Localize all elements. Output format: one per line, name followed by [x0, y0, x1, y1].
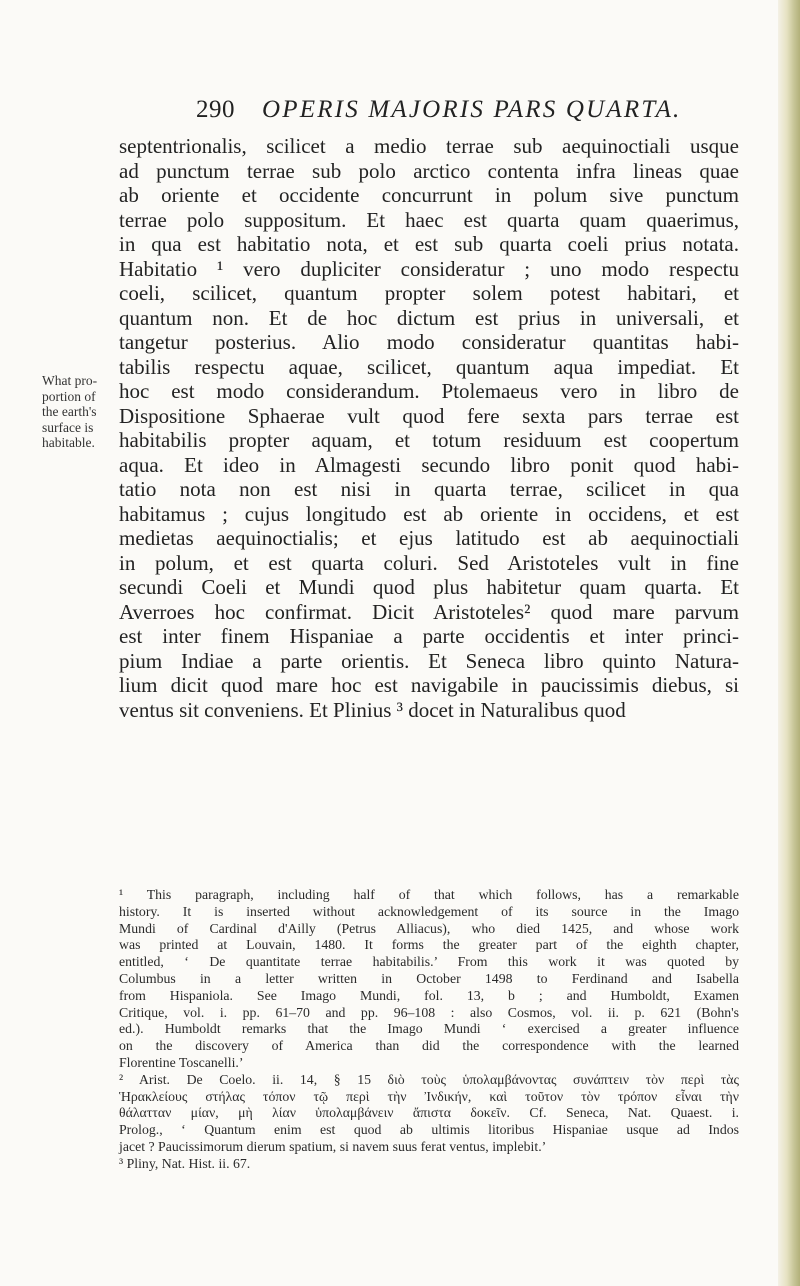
- text-line: pium Indiae a parte orientis. Et Seneca libro quinto Natura-: [119, 648, 739, 673]
- footnote-line: Critique, vol. i. pp. 61–70 and pp. 96–108 : also Cosmos, vol. ii. p. 621 (Bohn's: [119, 1004, 739, 1020]
- text-line: Averroes hoc confirmat. Dicit Aristoteles² quod mare parvum: [119, 599, 739, 624]
- text-line: est inter finem Hispaniae a parte occidentis et inter princi-: [119, 624, 739, 648]
- marginal-note-line: the earth's: [42, 404, 97, 419]
- text-line: tatio nota non est nisi in quarta terrae, scilicet in qua: [119, 477, 739, 501]
- text-line: hoc est modo considerandum. Ptolemaeus vero in libro de: [119, 379, 739, 403]
- marginal-note-line: portion of: [42, 388, 96, 404]
- page-edge: [778, 0, 800, 1286]
- text-line: terrae polo suppositum. Et haec est quarta quam quaerimus,: [119, 207, 739, 232]
- footnote-line: Prolog., ‘ Quantum enim est quod ab ultimis litoribus Hispaniae usque ad Indos: [119, 1122, 739, 1138]
- footnote-line: ¹ This paragraph, including half of that which follows, has a remarkable: [119, 887, 739, 902]
- footnote-line: ² Arist. De Coelo. ii. 14, § 15 διὸ τοὺς ὑπολαμβάνοντας συνάπτειν τὸν περὶ τὰς: [119, 1071, 739, 1087]
- text-line: ad punctum terrae sub polo arctico contenta infra lineas quae: [119, 158, 739, 183]
- footnote-line: ³ Pliny, Nat. Hist. ii. 67.: [119, 1155, 251, 1171]
- footnotes: [119, 887, 739, 1173]
- text-line: in polum, et est quarta coluri. Sed Aristoteles vult in fine: [119, 550, 739, 575]
- text-line: habitabilis propter aquam, et totum residuum est coopertum: [119, 428, 739, 452]
- footnote-line: θάλατταν μίαν, μὴ λίαν ὑπολαμβάνειν ἄπιστα δοκεῖν. Cf. Seneca, Nat. Quaest. i.: [119, 1105, 739, 1121]
- text-line: aqua. Et ideo in Almagesti secundo libro ponit quod habi-: [119, 452, 739, 477]
- page-number: 290: [196, 96, 235, 123]
- text-line: Habitatio ¹ vero dupliciter consideratur ; uno modo respectu: [119, 256, 739, 281]
- footnote-line: Columbus in a letter written in October 1498 to Ferdinand and Isabella: [119, 970, 739, 986]
- text-line: tabilis respectu aquae, scilicet, quantum aqua impediat. Et: [119, 354, 739, 379]
- running-head: OPERIS MAJORIS PARS QUARTA.: [262, 96, 682, 123]
- marginal-note-line: surface is: [42, 419, 94, 435]
- footnote-line: jacet ? Paucissimorum dierum spatium, si navem suus ferat ventus, implebit.’: [119, 1138, 547, 1154]
- main-text: [119, 134, 739, 722]
- footnote-line: ed.). Humboldt remarks that the Imago Mundi ‘ exercised a greater influence: [119, 1021, 739, 1037]
- footnote-line: Florentine Toscanelli.’: [119, 1054, 244, 1070]
- footnote-line: was printed at Louvain, 1480. It forms the greater part of the eighth chapter,: [119, 937, 739, 953]
- marginal-note-line: habitable.: [42, 435, 95, 450]
- footnote-line: on the discovery of America than did the correspondence with the learned: [119, 1038, 739, 1054]
- text-line: secundi Coeli et Mundi quod plus habitetur quam quarta. Et: [119, 575, 739, 599]
- text-line: coeli, scilicet, quantum propter solem potest habitari, et: [119, 281, 739, 305]
- footnote-line: Mundi of Cardinal d'Ailly (Petrus Alliacus), who died 1425, and whose work: [119, 920, 739, 936]
- text-line: quantum non. Et de hoc dictum est prius in universali, et: [119, 305, 739, 330]
- text-line: in qua est habitatio nota, et est sub quarta coeli prius notata.: [119, 232, 739, 256]
- text-line: septentrionalis, scilicet a medio terrae sub aequinoctiali usque: [119, 134, 739, 158]
- footnote-line: from Hispaniola. See Imago Mundi, fol. 13, b ; and Humboldt, Examen: [119, 987, 739, 1003]
- text-line: ventus sit conveniens. Et Plinius ³ docet in Naturalibus quod: [119, 697, 626, 722]
- text-line: lium dicit quod mare hoc est navigabile in paucissimis diebus, si: [119, 673, 739, 697]
- text-line: ab oriente et occidente concurrunt in polum sive punctum: [119, 183, 739, 207]
- text-line: Dispositione Sphaerae vult quod fere sexta pars terrae est: [119, 403, 739, 428]
- footnote-line: Ἡρακλείους στήλας τόπον τῷ περὶ τὴν Ἰνδικήν, καὶ τοῦτον τὸν τρόπον εἶναι τὴν: [119, 1088, 739, 1104]
- page-header: [0, 96, 800, 136]
- marginal-note-line: What pro-: [42, 373, 98, 388]
- footnote-line: history. It is inserted without acknowledgement of its source in the Imago: [119, 903, 739, 919]
- footnote-line: entitled, ‘ De quantitate terrae habitabilis.’ From this work it was quoted by: [119, 954, 739, 970]
- text-line: habitamus ; cujus longitudo est ab oriente in occidens, et est: [119, 501, 739, 526]
- text-line: medietas aequinoctialis; et ejus latitudo est ab aequinoctiali: [119, 526, 739, 550]
- text-line: tangetur posterius. Alio modo consideratur quantitas habi-: [119, 330, 739, 354]
- marginal-note: [42, 373, 116, 451]
